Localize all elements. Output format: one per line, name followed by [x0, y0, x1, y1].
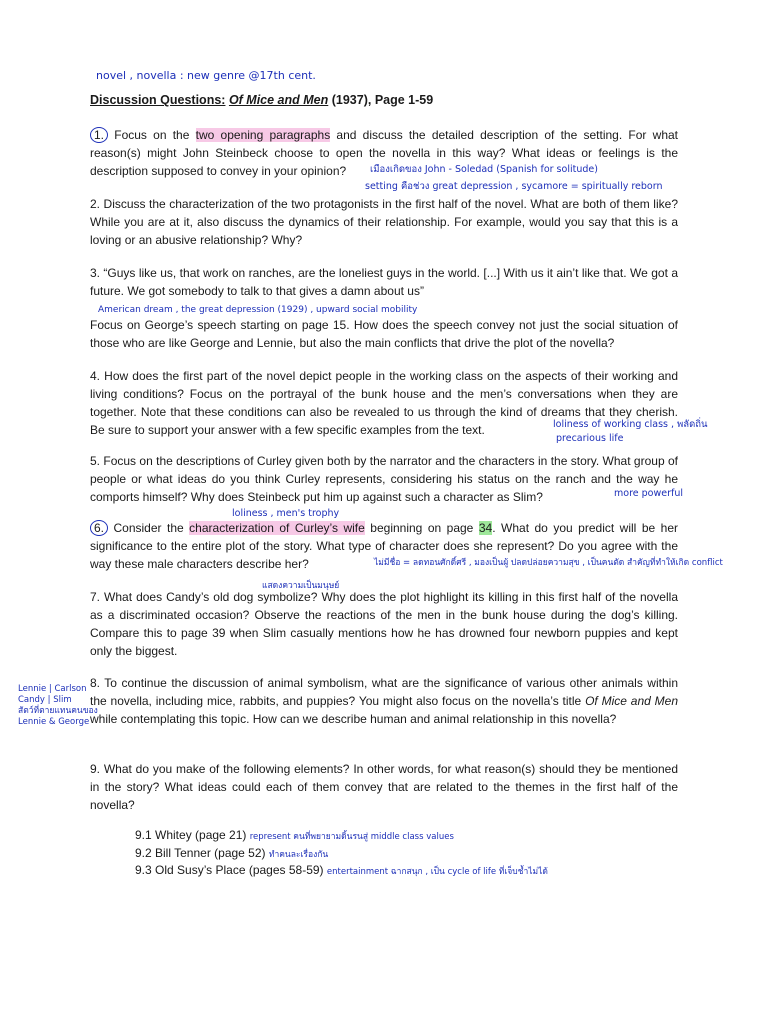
circled-number-6: 6.	[90, 520, 108, 536]
sub-item-old-susys-place: 9.3 Old Susy’s Place (pages 58-59) entertainment ฉากสนุก , เป็น cycle of life ที่เจ็บช้ำไม่ได้	[135, 863, 548, 877]
handwritten-note-q5: more powerful	[614, 488, 683, 499]
question-8: 8. To continue the discussion of animal symbolism, what are the significance of various other animals within the novella, including mice, rabbits, and puppies? You might also focus on the novella’s title Of Mice and Men while contemplating this topic. How can we describe human and animal relationship in this novella?	[90, 676, 678, 726]
handwritten-note-q6-bottom: ไม่มีชื่อ = ลดทอนศักดิ์ศรี , มองเป็นผู้ ปลดปล่อยความสุข , เป็นคนตัด สำคัญที่ทำให้เกิด conflict	[374, 558, 723, 568]
question-7: 7. What does Candy’s old dog symbolize? Why does the plot highlight its killing in this first half of the novella as a discriminated occasion? Observe the reactions of the men in the bunk house during the dog’s killing. Compare this to page 39 when Slim casually mentions how he has drowned four newborn puppies and kept only the biggest.	[90, 590, 678, 658]
question-1: 1. Focus on the two opening paragraphs and discuss the detailed description of the setting. For what reason(s) might John Steinbeck choose to open the novella in this way? What ideas or feelings is the description supposed to convey in your opinion?	[90, 128, 678, 178]
title-book: Of Mice and Men	[228, 93, 329, 107]
question-5: 5. Focus on the descriptions of Curley given both by the narrator and the characters in the story. What group of people or what ideas do you think Curley represents, considering his status on the ranch and the way he comports himself? Why does Steinbeck put him up against such a character as Slim?	[90, 454, 678, 504]
handwritten-note-sub3: entertainment ฉากสนุก , เป็น cycle of life ที่เจ็บช้ำไม่ได้	[326, 867, 548, 877]
highlight-curleys-wife: characterization of Curley’s wife	[189, 521, 365, 535]
handwritten-note-q4b: precarious life	[556, 433, 624, 444]
handwritten-note-genre: novel , novella : new genre @17th cent.	[96, 69, 316, 82]
question-3-body: Focus on George’s speech starting on page 15. How does the speech convey not just the social situation of those who are like George and Lennie, but also the main conflicts that drive the plot of the novella?	[90, 318, 678, 350]
sub-item-whitey: 9.1 Whitey (page 21) represent คนที่พยายามดิ้นรนสู่ middle class values	[135, 828, 454, 842]
question-4: 4. How does the first part of the novel depict people in the working class on the aspects of their working and living conditions? Focus on the portrayal of the bunk house and the men’s conversations when they are together. Note that these conditions can also be revealed to us through the kind of dreams that they cherish. Be sure to support your answer with a few specific examples from the text.	[90, 369, 678, 437]
question-3-quote: 3. “Guys like us, that work on ranches, are the loneliest guys in the world. [...] With us it ain’t like that. We got a future. We got somebody to talk to that gives a damn about us”	[90, 266, 678, 298]
handwritten-note-q4a: loliness of working class , พลัดถิ่น	[553, 419, 708, 430]
highlight-opening-paragraphs: two opening paragraphs	[195, 128, 331, 142]
handwritten-note-sub2: ทำคนละเรื่องกัน	[268, 850, 329, 860]
highlight-page-34: 34	[478, 521, 493, 535]
question-6: 6. Consider the characterization of Curley’s wife beginning on page 34. What do you predict will be her significance to the entire plot of the story. What type of character does she represent? Do you agree with the way these male characters describe her?	[90, 521, 678, 571]
handwritten-note-q3: American dream , the great depression (1929) , upward social mobility	[98, 305, 418, 315]
title-rest: (1937), Page 1-59	[328, 93, 434, 107]
page-title	[90, 93, 433, 107]
book-title-italic: Of Mice and Men	[585, 694, 678, 708]
title-label: Discussion Questions:	[90, 93, 226, 107]
handwritten-note-q6-top: loliness , men's trophy	[232, 508, 340, 519]
handwritten-note-q7: แสดงความเป็นมนุษย์	[262, 581, 340, 591]
handwritten-note-sub1: represent คนที่พยายามดิ้นรนสู่ middle class values	[249, 832, 454, 842]
question-9: 9. What do you make of the following elements? In other words, for what reason(s) should they be mentioned in the story? What ideas could each of them convey that are related to the themes in the first half of the novella?	[90, 762, 678, 812]
handwritten-note-q1b: setting คือช่วง great depression , sycamore = spiritually reborn	[365, 181, 663, 192]
question-2: 2. Discuss the characterization of the two protagonists in the first half of the novel. What are both of them like? While you are at it, also discuss the dynamics of their relationship. For example, would you say that this is a loving or an abusive relationship? Why?	[90, 197, 678, 247]
handwritten-note-q1a: เมืองเกิดของ John - Soledad (Spanish for solitude)	[370, 164, 598, 175]
circled-number-1: 1.	[90, 127, 108, 143]
handwritten-side-note: Lennie | Carlson Candy | Slim สัตว์ที่ตายแทนคนของ Lennie & George	[18, 684, 98, 727]
sub-item-bill-tenner: 9.2 Bill Tenner (page 52) ทำคนละเรื่องกัน	[135, 846, 329, 860]
